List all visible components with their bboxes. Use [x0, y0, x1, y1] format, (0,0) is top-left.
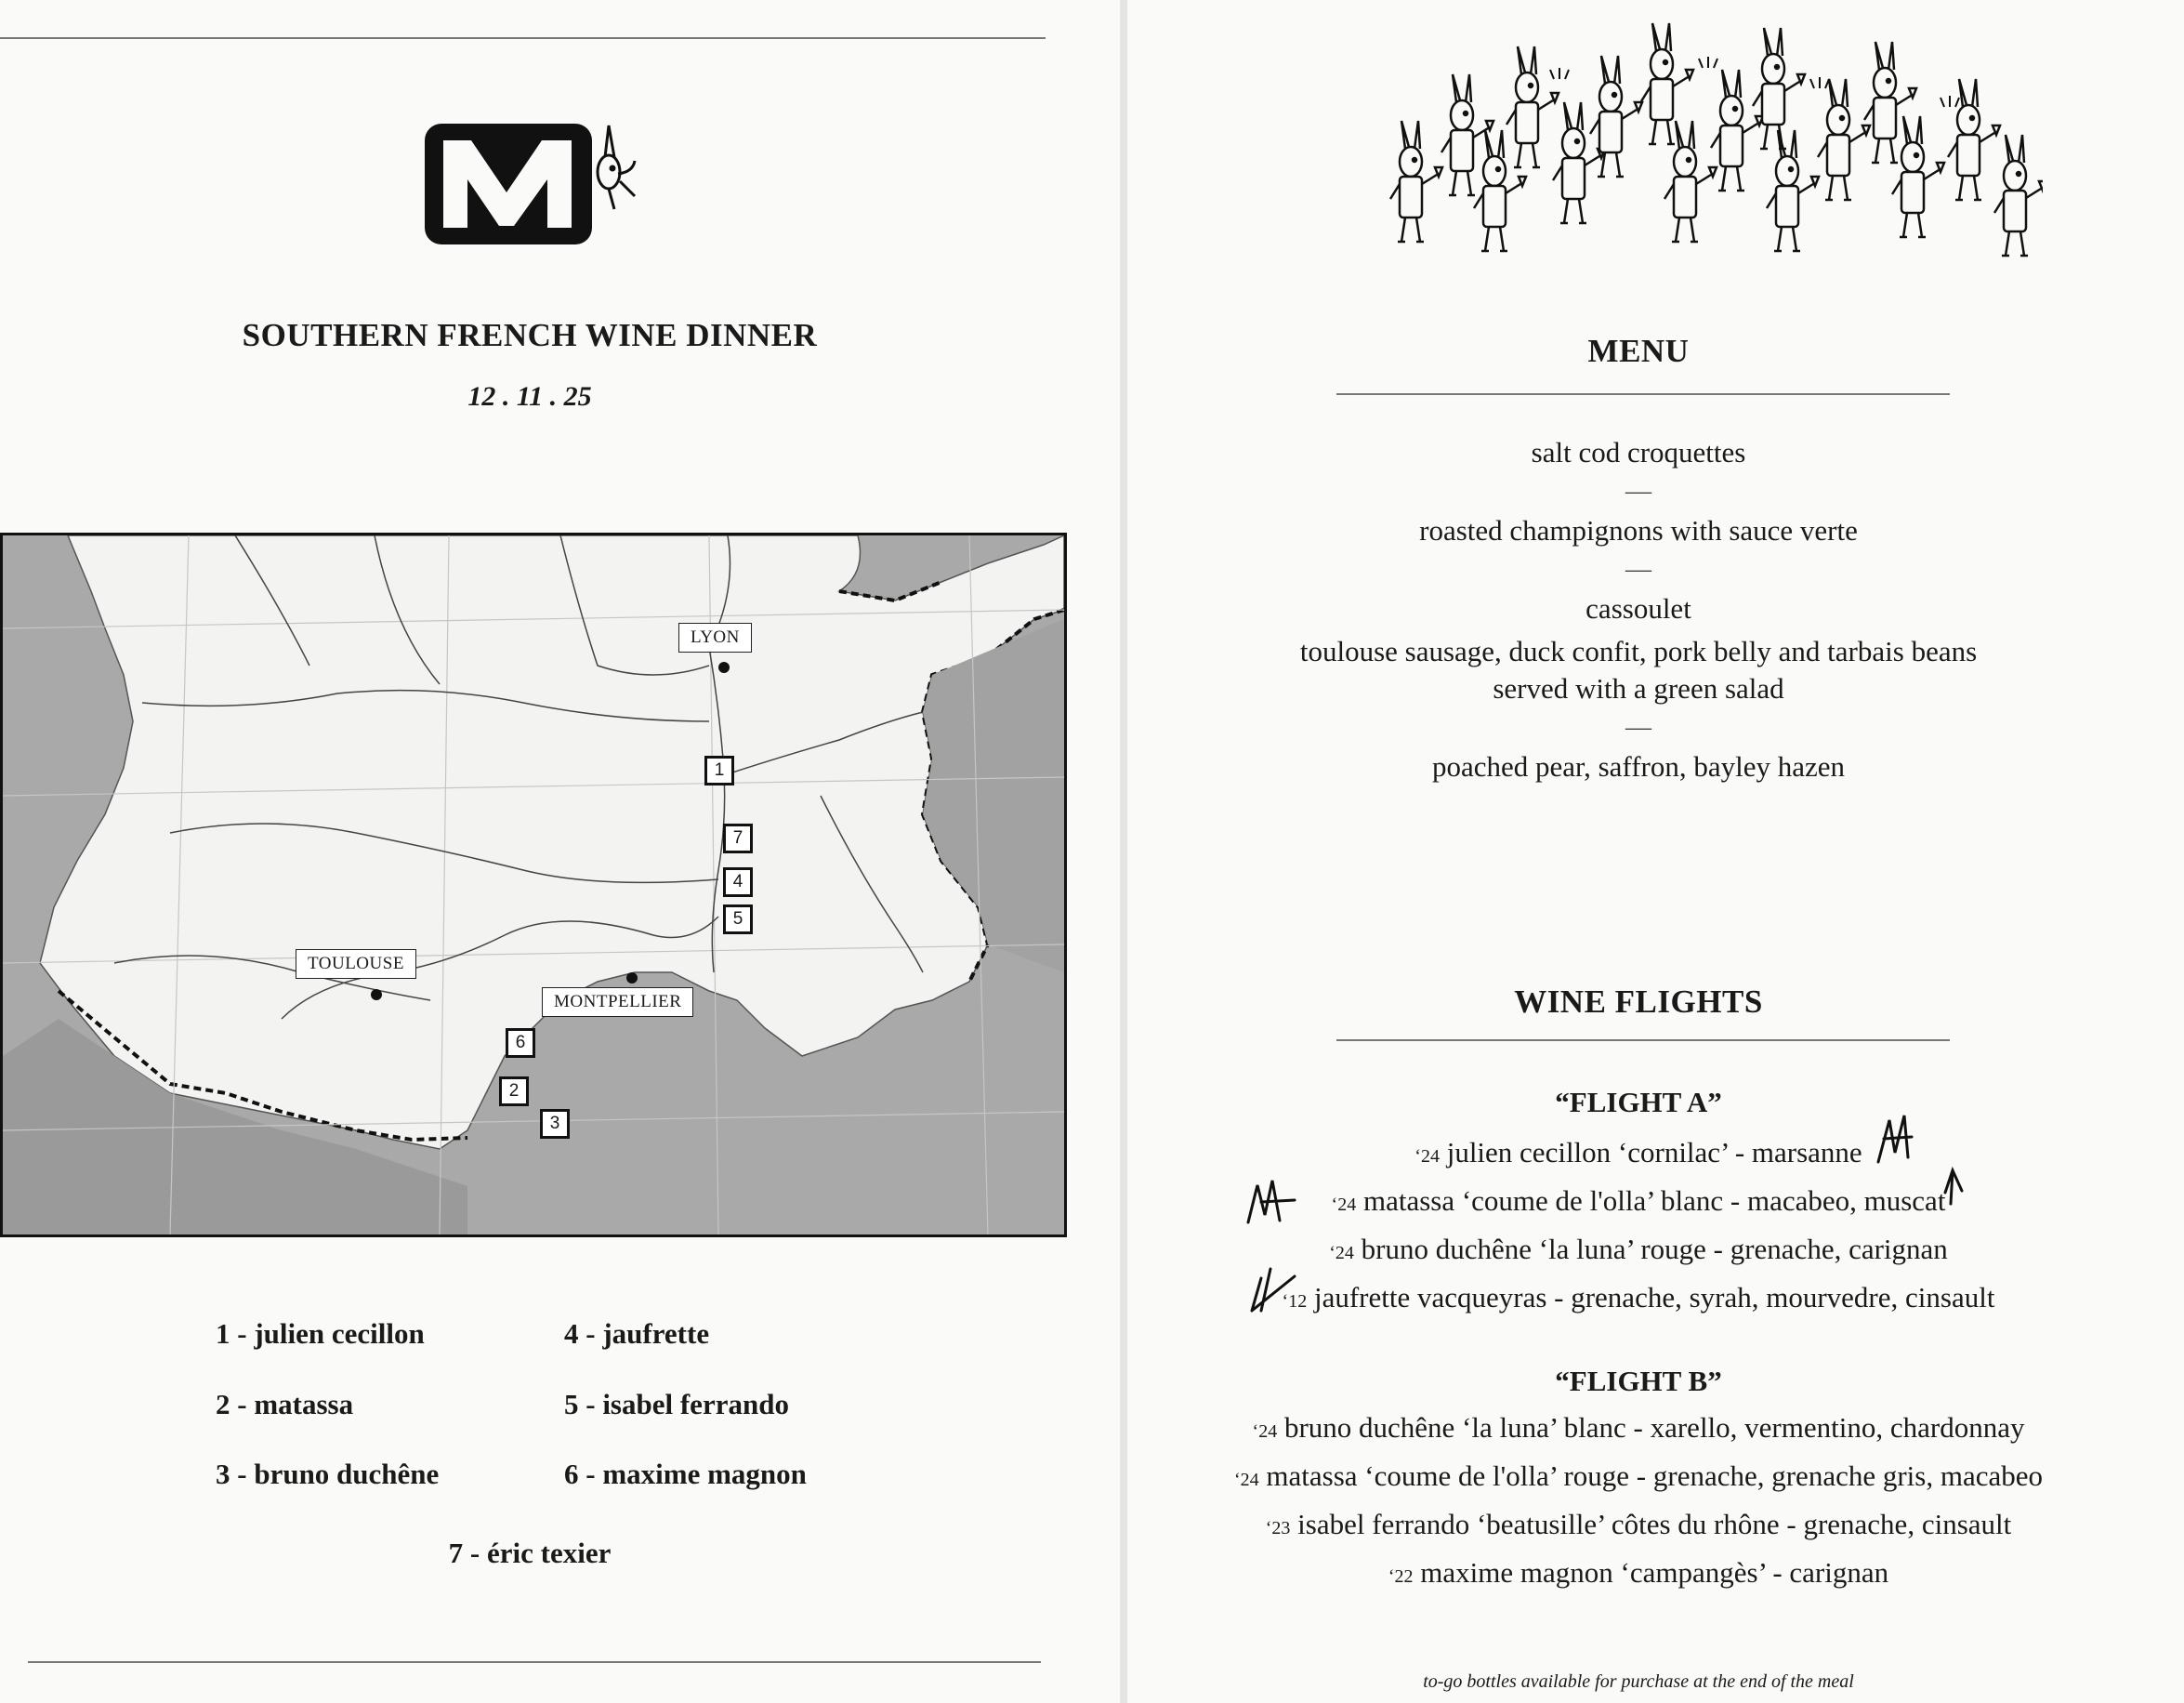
wine-description: matassa ‘coume de l'olla’ rouge - grenache, grenache gris, macabeo — [1266, 1459, 2043, 1492]
wine-entry — [1127, 1502, 2150, 1551]
flight-b-title: “FLIGHT B” — [1555, 1365, 1722, 1397]
handwritten-arrow-mark — [1945, 1170, 1962, 1204]
wine-description: jaufrette vacqueyras - grenache, syrah, mourvedre, cinsault — [1313, 1281, 1995, 1314]
handwritten-check-mark — [1252, 1269, 1295, 1311]
map-marker-4: 4 — [723, 867, 753, 897]
wine-entry — [1127, 1406, 2150, 1454]
menu-item: poached pear, saffron, bayley hazen — [1431, 750, 1846, 783]
bottom-rule — [28, 1661, 1041, 1663]
city-label-montpellier: MONTPELLIER — [542, 987, 693, 1017]
map-drawing — [3, 535, 1064, 1234]
menu-title: MENU — [1587, 333, 1690, 369]
menu-item-description: served with a green salad — [1493, 672, 1784, 705]
wine-description: bruno duchêne ‘la luna’ rouge - grenache, carignan — [1361, 1233, 1948, 1265]
map-marker-3: 3 — [540, 1109, 570, 1139]
wine-year: ‘24 — [1252, 1421, 1278, 1442]
handwritten-initials-mark — [1878, 1116, 1912, 1162]
map-marker-1: 1 — [704, 756, 734, 785]
menu-separator: — — [1625, 713, 1651, 742]
wine-year: ‘22 — [1388, 1566, 1414, 1587]
right-page — [1127, 0, 2184, 1703]
wine-description: matassa ‘coume de l'olla’ blanc - macabeo, muscat — [1362, 1184, 1946, 1217]
map-marker-7: 7 — [723, 824, 753, 853]
region-map — [0, 533, 1067, 1237]
menu-list — [1127, 434, 2150, 785]
wine-description: julien cecillon ‘cornilac’ - marsanne — [1446, 1136, 1862, 1168]
map-marker-6: 6 — [506, 1028, 535, 1058]
top-rule — [0, 37, 1046, 39]
menu-rule — [1336, 393, 1950, 395]
wine-year: ‘12 — [1282, 1291, 1308, 1312]
flight-b-list — [1127, 1406, 2150, 1599]
winery-6: 6 - maxime magnon — [564, 1458, 807, 1490]
handwritten-marks — [1239, 1111, 2057, 1325]
page-title: SOUTHERN FRENCH WINE DINNER — [242, 317, 818, 353]
menu-separator: — — [1625, 477, 1651, 506]
wine-year: ‘24 — [1414, 1146, 1440, 1167]
wine-year: ‘23 — [1265, 1518, 1291, 1538]
winery-4: 4 - jaufrette — [564, 1317, 710, 1350]
winery-1: 1 - julien cecillon — [216, 1317, 425, 1350]
handwritten-scribble-mark — [1248, 1181, 1295, 1222]
logo-m-icon — [423, 116, 646, 256]
wine-description: maxime magnon ‘campangès’ - carignan — [1420, 1556, 1889, 1589]
menu-item: salt cod croquettes — [1531, 436, 1746, 469]
menu-item: roasted champignons with sauce verte — [1419, 514, 1858, 547]
wine-entry — [1127, 1454, 2150, 1502]
footer-note: to-go bottles available for purchase at the end of the meal — [1423, 1671, 1854, 1692]
map-marker-5: 5 — [723, 904, 753, 934]
menu-item-description: toulouse sausage, duck confit, pork belly and tarbais beans — [1299, 635, 1978, 667]
event-date: 12 . 11 . 25 — [467, 381, 592, 412]
winery-5: 5 - isabel ferrando — [564, 1388, 789, 1420]
wine-year: ‘24 — [1234, 1470, 1259, 1490]
wine-year: ‘24 — [1329, 1243, 1354, 1263]
menu-item: cassoulet — [1585, 592, 1691, 625]
menu-separator: — — [1625, 555, 1651, 584]
wine-description: isabel ferrando ‘beatusille’ côtes du rhône - grenache, cinsault — [1297, 1508, 2012, 1540]
city-label-lyon: LYON — [678, 623, 752, 653]
flight-a-title: “FLIGHT A” — [1555, 1086, 1722, 1118]
winery-2: 2 - matassa — [216, 1388, 354, 1420]
wine-description: bruno duchêne ‘la luna’ blanc - xarello, vermentino, chardonnay — [1283, 1411, 2025, 1444]
map-marker-2: 2 — [499, 1076, 529, 1106]
wine-year: ‘24 — [1331, 1195, 1357, 1215]
wine-rule — [1336, 1039, 1950, 1041]
winery-3: 3 - bruno duchêne — [216, 1458, 440, 1490]
page-fold — [1120, 0, 1127, 1703]
winery-7: 7 - éric texier — [448, 1537, 612, 1569]
wine-entry — [1127, 1551, 2150, 1599]
wine-flights-title: WINE FLIGHTS — [1514, 984, 1763, 1020]
rabbits-toasting-illustration — [1374, 14, 2043, 265]
city-label-toulouse: TOULOUSE — [296, 949, 416, 979]
